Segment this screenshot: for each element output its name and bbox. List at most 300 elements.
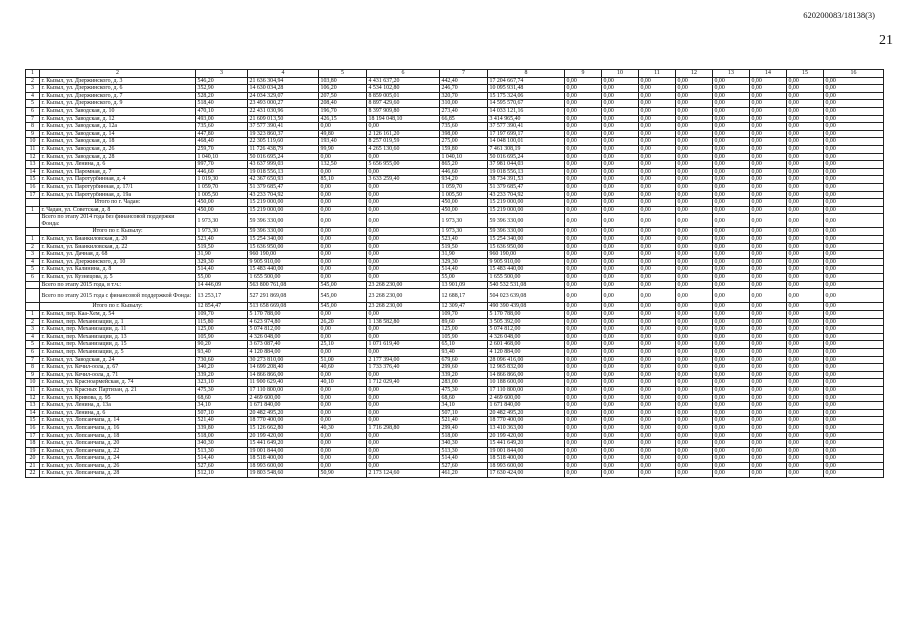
address-cell: г. Кызыл, пер. Механизации, д. 1 bbox=[40, 318, 196, 326]
value-cell-col-11: 0,00 bbox=[639, 176, 676, 184]
value-cell-col-12: 0,00 bbox=[676, 199, 713, 207]
address-cell: Всего по этапу 2015 года, в т.ч.: bbox=[40, 281, 196, 289]
value-cell-col-3: 527,60 bbox=[196, 462, 248, 470]
value-cell-col-8: 17 197 699,17 bbox=[488, 130, 565, 138]
value-cell-col-3: 1 040,10 bbox=[196, 153, 248, 161]
address-cell: г. Кызыл, пер. Каа-Хем, д. 54 bbox=[40, 311, 196, 319]
value-cell-col-11: 0,00 bbox=[639, 447, 676, 455]
value-cell-col-15: 0,00 bbox=[787, 228, 824, 236]
value-cell-col-12: 0,00 bbox=[676, 183, 713, 191]
value-cell-col-14: 0,00 bbox=[750, 424, 787, 432]
value-cell-col-11: 0,00 bbox=[639, 364, 676, 372]
value-cell-col-8: 3 414 965,40 bbox=[488, 115, 565, 123]
table-row bbox=[26, 145, 884, 153]
value-cell-col-15: 0,00 bbox=[787, 266, 824, 274]
value-cell-col-15: 0,00 bbox=[787, 138, 824, 146]
value-cell-col-14: 0,00 bbox=[750, 470, 787, 478]
table-header-row bbox=[26, 70, 884, 78]
row-number: 22 bbox=[26, 470, 40, 478]
value-cell-col-12: 0,00 bbox=[676, 341, 713, 349]
table-row bbox=[26, 432, 884, 440]
value-cell-col-13: 0,00 bbox=[713, 432, 750, 440]
value-cell-col-9: 0,00 bbox=[565, 432, 602, 440]
value-cell-col-11: 0,00 bbox=[639, 455, 676, 463]
table-row bbox=[26, 251, 884, 259]
value-cell-col-15: 0,00 bbox=[787, 424, 824, 432]
value-cell-col-13: 0,00 bbox=[713, 130, 750, 138]
value-cell-col-4: 513 658 669,08 bbox=[248, 303, 319, 311]
value-cell-col-8: 14 866 866,00 bbox=[488, 371, 565, 379]
page-number: 21 bbox=[879, 33, 893, 48]
table-row bbox=[26, 100, 884, 108]
value-cell-col-11: 0,00 bbox=[639, 462, 676, 470]
value-cell-col-16: 0,00 bbox=[824, 176, 884, 184]
table-row bbox=[26, 455, 884, 463]
row-number: 19 bbox=[26, 447, 40, 455]
value-cell-col-11: 0,00 bbox=[639, 266, 676, 274]
table-row bbox=[26, 341, 884, 349]
value-cell-col-12: 0,00 bbox=[676, 176, 713, 184]
value-cell-col-9: 0,00 bbox=[565, 455, 602, 463]
value-cell-col-13: 0,00 bbox=[713, 214, 750, 228]
value-cell-col-8: 37 981 044,03 bbox=[488, 161, 565, 169]
value-cell-col-15: 0,00 bbox=[787, 341, 824, 349]
value-cell-col-3: 34,10 bbox=[196, 402, 248, 410]
value-cell-col-15: 0,00 bbox=[787, 123, 824, 131]
address-cell: г. Кызыл, ул. Дзержинского, д. 9 bbox=[40, 100, 196, 108]
value-cell-col-15: 0,00 bbox=[787, 348, 824, 356]
value-cell-col-9: 0,00 bbox=[565, 183, 602, 191]
value-cell-col-16: 0,00 bbox=[824, 145, 884, 153]
value-cell-col-4: 15 636 950,00 bbox=[248, 243, 319, 251]
value-cell-col-8: 14 033 121,16 bbox=[488, 107, 565, 115]
value-cell-col-4: 17 110 800,00 bbox=[248, 386, 319, 394]
value-cell-col-3: 329,30 bbox=[196, 258, 248, 266]
value-cell-col-10: 0,00 bbox=[602, 356, 639, 364]
value-cell-col-5: 40,60 bbox=[319, 364, 367, 372]
address-cell: г. Кызыл, ул. Паротурбинная, д. 4 bbox=[40, 176, 196, 184]
value-cell-col-6: 0,00 bbox=[367, 348, 440, 356]
value-cell-col-15: 0,00 bbox=[787, 214, 824, 228]
table-row bbox=[26, 386, 884, 394]
data-table-wrapper bbox=[25, 69, 879, 478]
column-header-4: 4 bbox=[248, 70, 319, 78]
column-header-7: 7 bbox=[440, 70, 488, 78]
row-number bbox=[26, 228, 40, 236]
value-cell-col-4: 11 726 438,79 bbox=[248, 145, 319, 153]
value-cell-col-12: 0,00 bbox=[676, 303, 713, 311]
value-cell-col-4: 563 800 761,08 bbox=[248, 281, 319, 289]
housing-repair-table bbox=[25, 69, 884, 478]
value-cell-col-8: 38 734 391,53 bbox=[488, 176, 565, 184]
value-cell-col-10: 0,00 bbox=[602, 266, 639, 274]
document-id: 620200083/18138(3) bbox=[803, 10, 875, 20]
value-cell-col-15: 0,00 bbox=[787, 470, 824, 478]
table-row bbox=[26, 153, 884, 161]
value-cell-col-5: 0,00 bbox=[319, 153, 367, 161]
address-cell: г. Кызыл, ул. Дзержинского, д. 3 bbox=[40, 77, 196, 85]
value-cell-col-4: 4 326 048,00 bbox=[248, 333, 319, 341]
value-cell-col-15: 0,00 bbox=[787, 153, 824, 161]
value-cell-col-10: 0,00 bbox=[602, 251, 639, 259]
value-cell-col-14: 0,00 bbox=[750, 145, 787, 153]
value-cell-col-10: 0,00 bbox=[602, 281, 639, 289]
value-cell-col-4: 15 254 340,00 bbox=[248, 236, 319, 244]
value-cell-col-4: 2 469 600,00 bbox=[248, 394, 319, 402]
row-number: 20 bbox=[26, 455, 40, 463]
address-cell: г. Кызыл, ул. Заводская, д. 12 bbox=[40, 115, 196, 123]
value-cell-col-5: 26,20 bbox=[319, 318, 367, 326]
value-cell-col-4: 30 273 810,00 bbox=[248, 356, 319, 364]
value-cell-col-16: 0,00 bbox=[824, 115, 884, 123]
table-row bbox=[26, 107, 884, 115]
value-cell-col-7: 518,00 bbox=[440, 432, 488, 440]
value-cell-col-5: 132,50 bbox=[319, 161, 367, 169]
value-cell-col-7: 1 040,10 bbox=[440, 153, 488, 161]
value-cell-col-9: 0,00 bbox=[565, 228, 602, 236]
value-cell-col-11: 0,00 bbox=[639, 130, 676, 138]
value-cell-col-10: 0,00 bbox=[602, 206, 639, 214]
value-cell-col-13: 0,00 bbox=[713, 100, 750, 108]
value-cell-col-10: 0,00 bbox=[602, 326, 639, 334]
value-cell-col-3: 323,10 bbox=[196, 379, 248, 387]
value-cell-col-6: 2 126 161,20 bbox=[367, 130, 440, 138]
value-cell-col-16: 0,00 bbox=[824, 447, 884, 455]
value-cell-col-6: 1 716 298,80 bbox=[367, 424, 440, 432]
value-cell-col-11: 0,00 bbox=[639, 85, 676, 93]
value-cell-col-10: 0,00 bbox=[602, 348, 639, 356]
value-cell-col-10: 0,00 bbox=[602, 432, 639, 440]
value-cell-col-8: 4 326 048,00 bbox=[488, 333, 565, 341]
value-cell-col-14: 0,00 bbox=[750, 371, 787, 379]
value-cell-col-7: 125,00 bbox=[440, 326, 488, 334]
value-cell-col-3: 450,00 bbox=[196, 206, 248, 214]
value-cell-col-3: 512,10 bbox=[196, 470, 248, 478]
value-cell-col-4: 15 219 000,00 bbox=[248, 206, 319, 214]
value-cell-col-9: 0,00 bbox=[565, 281, 602, 289]
value-cell-col-16: 0,00 bbox=[824, 77, 884, 85]
value-cell-col-14: 0,00 bbox=[750, 243, 787, 251]
value-cell-col-14: 0,00 bbox=[750, 183, 787, 191]
value-cell-col-16: 0,00 bbox=[824, 333, 884, 341]
value-cell-col-12: 0,00 bbox=[676, 274, 713, 282]
value-cell-col-9: 0,00 bbox=[565, 274, 602, 282]
value-cell-col-3: 1 019,30 bbox=[196, 176, 248, 184]
value-cell-col-6: 0,00 bbox=[367, 168, 440, 176]
row-number: 12 bbox=[26, 394, 40, 402]
value-cell-col-12: 0,00 bbox=[676, 153, 713, 161]
value-cell-col-6: 4 431 637,20 bbox=[367, 77, 440, 85]
value-cell-col-9: 0,00 bbox=[565, 191, 602, 199]
value-cell-col-3: 340,30 bbox=[196, 440, 248, 448]
value-cell-col-10: 0,00 bbox=[602, 424, 639, 432]
value-cell-col-13: 0,00 bbox=[713, 455, 750, 463]
value-cell-col-13: 0,00 bbox=[713, 379, 750, 387]
value-cell-col-14: 0,00 bbox=[750, 266, 787, 274]
value-cell-col-5: 207,50 bbox=[319, 92, 367, 100]
address-cell: г. Кызыл, ул. Паротурбинная, д. 17/1 bbox=[40, 183, 196, 191]
value-cell-col-9: 0,00 bbox=[565, 236, 602, 244]
value-cell-col-16: 0,00 bbox=[824, 100, 884, 108]
value-cell-col-10: 0,00 bbox=[602, 394, 639, 402]
value-cell-col-13: 0,00 bbox=[713, 258, 750, 266]
row-number: 4 bbox=[26, 258, 40, 266]
value-cell-col-5: 0,00 bbox=[319, 243, 367, 251]
value-cell-col-9: 0,00 bbox=[565, 258, 602, 266]
address-cell: г. Кызыл, ул. Кечил-оола, д. 71 bbox=[40, 371, 196, 379]
table-row bbox=[26, 214, 884, 228]
value-cell-col-3: 339,20 bbox=[196, 371, 248, 379]
table-row bbox=[26, 402, 884, 410]
value-cell-col-5: 0,00 bbox=[319, 447, 367, 455]
value-cell-col-14: 0,00 bbox=[750, 199, 787, 207]
value-cell-col-3: 997,70 bbox=[196, 161, 248, 169]
table-row bbox=[26, 311, 884, 319]
value-cell-col-12: 0,00 bbox=[676, 107, 713, 115]
value-cell-col-15: 0,00 bbox=[787, 130, 824, 138]
value-cell-col-5: 0,00 bbox=[319, 326, 367, 334]
value-cell-col-14: 0,00 bbox=[750, 115, 787, 123]
row-number: 6 bbox=[26, 107, 40, 115]
value-cell-col-9: 0,00 bbox=[565, 341, 602, 349]
table-row bbox=[26, 470, 884, 478]
value-cell-col-14: 0,00 bbox=[750, 356, 787, 364]
value-cell-col-10: 0,00 bbox=[602, 341, 639, 349]
value-cell-col-10: 0,00 bbox=[602, 183, 639, 191]
value-cell-col-4: 51 379 685,47 bbox=[248, 183, 319, 191]
value-cell-col-7: 246,70 bbox=[440, 85, 488, 93]
address-cell: г. Кызыл, ул. Лопсанчапа, д. 24 bbox=[40, 455, 196, 463]
value-cell-col-15: 0,00 bbox=[787, 100, 824, 108]
value-cell-col-10: 0,00 bbox=[602, 123, 639, 131]
address-cell: г. Кызыл, ул. Заводская, д. 18 bbox=[40, 138, 196, 146]
value-cell-col-8: 15 441 649,20 bbox=[488, 440, 565, 448]
value-cell-col-6: 0,00 bbox=[367, 432, 440, 440]
value-cell-col-14: 0,00 bbox=[750, 447, 787, 455]
value-cell-col-16: 0,00 bbox=[824, 138, 884, 146]
value-cell-col-16: 0,00 bbox=[824, 274, 884, 282]
value-cell-col-7: 299,60 bbox=[440, 364, 488, 372]
table-row bbox=[26, 130, 884, 138]
table-row bbox=[26, 394, 884, 402]
value-cell-col-9: 0,00 bbox=[565, 470, 602, 478]
value-cell-col-11: 0,00 bbox=[639, 371, 676, 379]
value-cell-col-5: 0,00 bbox=[319, 266, 367, 274]
value-cell-col-3: 450,00 bbox=[196, 199, 248, 207]
value-cell-col-16: 0,00 bbox=[824, 311, 884, 319]
value-cell-col-12: 0,00 bbox=[676, 289, 713, 303]
value-cell-col-13: 0,00 bbox=[713, 470, 750, 478]
value-cell-col-15: 0,00 bbox=[787, 191, 824, 199]
value-cell-col-15: 0,00 bbox=[787, 417, 824, 425]
value-cell-col-4: 1 671 840,00 bbox=[248, 402, 319, 410]
value-cell-col-13: 0,00 bbox=[713, 333, 750, 341]
value-cell-col-14: 0,00 bbox=[750, 379, 787, 387]
value-cell-col-7: 13 901,09 bbox=[440, 281, 488, 289]
value-cell-col-9: 0,00 bbox=[565, 356, 602, 364]
row-number bbox=[26, 199, 40, 207]
value-cell-col-13: 0,00 bbox=[713, 371, 750, 379]
value-cell-col-8: 7 461 308,19 bbox=[488, 145, 565, 153]
row-number: 13 bbox=[26, 402, 40, 410]
value-cell-col-13: 0,00 bbox=[713, 199, 750, 207]
address-cell: г. Кызыл, ул. Дачная, д. 68 bbox=[40, 251, 196, 259]
value-cell-col-13: 0,00 bbox=[713, 364, 750, 372]
column-header-9: 9 bbox=[565, 70, 602, 78]
value-cell-col-11: 0,00 bbox=[639, 107, 676, 115]
value-cell-col-13: 0,00 bbox=[713, 462, 750, 470]
value-cell-col-5: 0,00 bbox=[319, 251, 367, 259]
value-cell-col-9: 0,00 bbox=[565, 364, 602, 372]
value-cell-col-6: 0,00 bbox=[367, 183, 440, 191]
value-cell-col-13: 0,00 bbox=[713, 440, 750, 448]
value-cell-col-4: 19 323 860,37 bbox=[248, 130, 319, 138]
address-cell: г. Кызыл, ул. Ленина, д. 6 bbox=[40, 409, 196, 417]
value-cell-col-16: 0,00 bbox=[824, 470, 884, 478]
address-cell: г. Кызыл, ул. Заводская, д. 10 bbox=[40, 107, 196, 115]
value-cell-col-14: 0,00 bbox=[750, 85, 787, 93]
value-cell-col-11: 0,00 bbox=[639, 470, 676, 478]
value-cell-col-16: 0,00 bbox=[824, 364, 884, 372]
value-cell-col-14: 0,00 bbox=[750, 417, 787, 425]
row-number: 2 bbox=[26, 318, 40, 326]
table-row bbox=[26, 356, 884, 364]
value-cell-col-13: 0,00 bbox=[713, 318, 750, 326]
address-cell: г. Кызыл, ул. Паротурбинная, д. 19а bbox=[40, 191, 196, 199]
row-number: 11 bbox=[26, 145, 40, 153]
value-cell-col-16: 0,00 bbox=[824, 326, 884, 334]
value-cell-col-16: 0,00 bbox=[824, 214, 884, 228]
value-cell-col-10: 0,00 bbox=[602, 191, 639, 199]
value-cell-col-13: 0,00 bbox=[713, 311, 750, 319]
value-cell-col-5: 106,20 bbox=[319, 85, 367, 93]
value-cell-col-15: 0,00 bbox=[787, 371, 824, 379]
row-number: 4 bbox=[26, 333, 40, 341]
value-cell-col-15: 0,00 bbox=[787, 145, 824, 153]
value-cell-col-4: 42 367 650,93 bbox=[248, 176, 319, 184]
value-cell-col-8: 37 577 390,41 bbox=[488, 123, 565, 131]
value-cell-col-7: 320,70 bbox=[440, 92, 488, 100]
value-cell-col-13: 0,00 bbox=[713, 356, 750, 364]
table-row bbox=[26, 266, 884, 274]
value-cell-col-9: 0,00 bbox=[565, 266, 602, 274]
value-cell-col-14: 0,00 bbox=[750, 394, 787, 402]
value-cell-col-7: 275,00 bbox=[440, 138, 488, 146]
value-cell-col-12: 0,00 bbox=[676, 168, 713, 176]
value-cell-col-11: 0,00 bbox=[639, 409, 676, 417]
column-header-10: 10 bbox=[602, 70, 639, 78]
value-cell-col-3: 352,90 bbox=[196, 85, 248, 93]
value-cell-col-16: 0,00 bbox=[824, 85, 884, 93]
address-cell: г. Кызыл, ул. Заводская, д. 24 bbox=[40, 356, 196, 364]
value-cell-col-7: 450,00 bbox=[440, 206, 488, 214]
table-row bbox=[26, 85, 884, 93]
value-cell-col-8: 3 505 392,00 bbox=[488, 318, 565, 326]
value-cell-col-12: 0,00 bbox=[676, 409, 713, 417]
value-cell-col-7: 93,40 bbox=[440, 348, 488, 356]
value-cell-col-4: 22 431 030,96 bbox=[248, 107, 319, 115]
value-cell-col-8: 12 965 832,00 bbox=[488, 364, 565, 372]
address-cell: г. Кызыл, ул. Лопсанчапа, д. 18 bbox=[40, 432, 196, 440]
value-cell-col-15: 0,00 bbox=[787, 303, 824, 311]
row-number bbox=[26, 281, 40, 289]
value-cell-col-3: 340,20 bbox=[196, 364, 248, 372]
value-cell-col-13: 0,00 bbox=[713, 386, 750, 394]
value-cell-col-13: 0,00 bbox=[713, 303, 750, 311]
value-cell-col-11: 0,00 bbox=[639, 206, 676, 214]
table-row bbox=[26, 424, 884, 432]
value-cell-col-12: 0,00 bbox=[676, 251, 713, 259]
value-cell-col-8: 960 190,00 bbox=[488, 251, 565, 259]
value-cell-col-8: 50 016 695,24 bbox=[488, 153, 565, 161]
value-cell-col-7: 519,50 bbox=[440, 243, 488, 251]
row-number: 5 bbox=[26, 100, 40, 108]
value-cell-col-7: 514,40 bbox=[440, 266, 488, 274]
value-cell-col-8: 9 905 910,00 bbox=[488, 258, 565, 266]
value-cell-col-11: 0,00 bbox=[639, 199, 676, 207]
value-cell-col-6: 0,00 bbox=[367, 417, 440, 425]
value-cell-col-15: 0,00 bbox=[787, 394, 824, 402]
value-cell-col-10: 0,00 bbox=[602, 100, 639, 108]
value-cell-col-7: 340,30 bbox=[440, 440, 488, 448]
value-cell-col-8: 2 469 600,00 bbox=[488, 394, 565, 402]
value-cell-col-9: 0,00 bbox=[565, 348, 602, 356]
row-number: 1 bbox=[26, 236, 40, 244]
value-cell-col-10: 0,00 bbox=[602, 417, 639, 425]
value-cell-col-3: 259,70 bbox=[196, 145, 248, 153]
value-cell-col-5: 0,00 bbox=[319, 228, 367, 236]
value-cell-col-3: 339,80 bbox=[196, 424, 248, 432]
value-cell-col-7: 159,80 bbox=[440, 145, 488, 153]
row-number: 2 bbox=[26, 77, 40, 85]
value-cell-col-12: 0,00 bbox=[676, 371, 713, 379]
value-cell-col-12: 0,00 bbox=[676, 130, 713, 138]
value-cell-col-7: 12 688,17 bbox=[440, 289, 488, 303]
value-cell-col-5: 196,70 bbox=[319, 107, 367, 115]
value-cell-col-16: 0,00 bbox=[824, 356, 884, 364]
value-cell-col-9: 0,00 bbox=[565, 440, 602, 448]
value-cell-col-5: 0,00 bbox=[319, 348, 367, 356]
value-cell-col-13: 0,00 bbox=[713, 409, 750, 417]
address-cell: г. Кызыл, пер. Механизации, д. 15 bbox=[40, 341, 196, 349]
value-cell-col-3: 12 854,47 bbox=[196, 303, 248, 311]
value-cell-col-12: 0,00 bbox=[676, 318, 713, 326]
row-number: 2 bbox=[26, 243, 40, 251]
value-cell-col-4: 11 900 629,40 bbox=[248, 379, 319, 387]
value-cell-col-7: 339,20 bbox=[440, 371, 488, 379]
value-cell-col-4: 14 699 208,40 bbox=[248, 364, 319, 372]
value-cell-col-8: 10 188 600,00 bbox=[488, 379, 565, 387]
value-cell-col-12: 0,00 bbox=[676, 266, 713, 274]
address-cell: г. Кызыл, ул. Заводская, д. 28 bbox=[40, 153, 196, 161]
value-cell-col-11: 0,00 bbox=[639, 333, 676, 341]
value-cell-col-16: 0,00 bbox=[824, 153, 884, 161]
value-cell-col-7: 329,30 bbox=[440, 258, 488, 266]
row-number: 17 bbox=[26, 432, 40, 440]
table-row bbox=[26, 206, 884, 214]
value-cell-col-5: 0,00 bbox=[319, 183, 367, 191]
value-cell-col-13: 0,00 bbox=[713, 236, 750, 244]
row-number: 14 bbox=[26, 168, 40, 176]
value-cell-col-12: 0,00 bbox=[676, 100, 713, 108]
value-cell-col-6: 0,00 bbox=[367, 236, 440, 244]
value-cell-col-8: 15 254 340,00 bbox=[488, 236, 565, 244]
value-cell-col-9: 0,00 bbox=[565, 138, 602, 146]
value-cell-col-5: 0,00 bbox=[319, 409, 367, 417]
value-cell-col-14: 0,00 bbox=[750, 364, 787, 372]
value-cell-col-8: 59 396 330,00 bbox=[488, 228, 565, 236]
value-cell-col-12: 0,00 bbox=[676, 191, 713, 199]
